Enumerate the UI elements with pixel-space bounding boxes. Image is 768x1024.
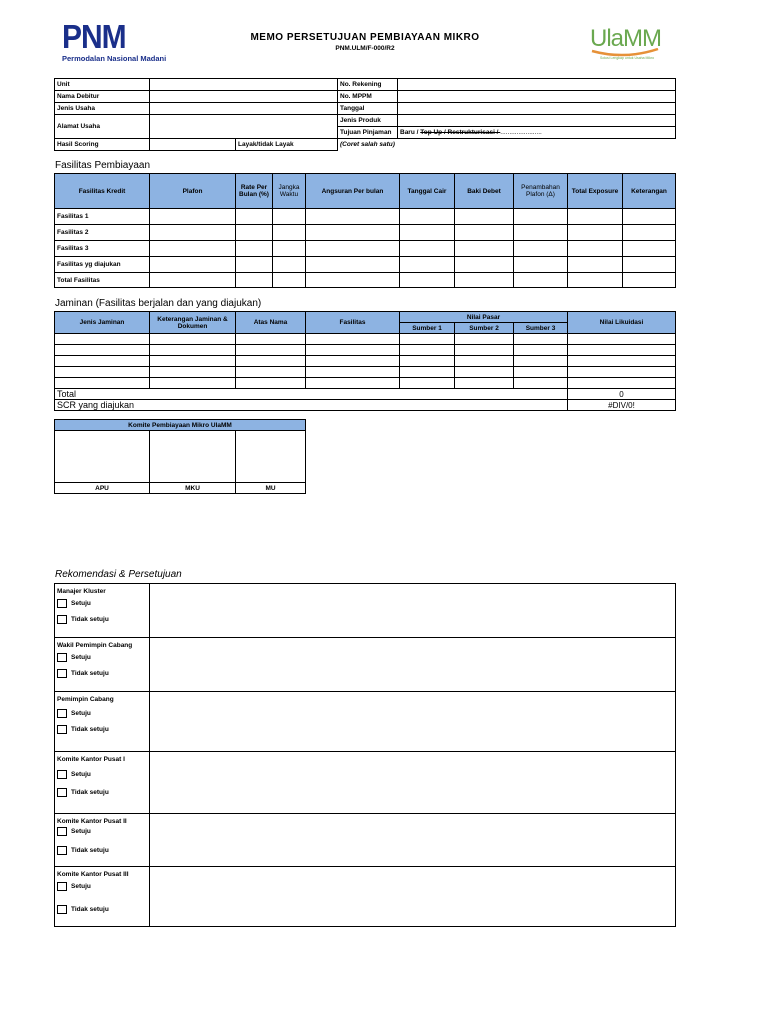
cell[interactable]: [150, 367, 236, 378]
checkbox-icon[interactable]: [57, 827, 67, 836]
cell[interactable]: [514, 367, 568, 378]
signature-box-mku[interactable]: [150, 431, 236, 483]
row-label: Total Fasilitas: [55, 273, 150, 288]
form-code: PNM.ULM/F-000/R2: [335, 45, 395, 52]
label-layak: Layak/tidak Layak: [236, 139, 338, 151]
cell[interactable]: [306, 334, 400, 345]
cell[interactable]: [400, 241, 455, 257]
cell[interactable]: [568, 378, 676, 389]
cell[interactable]: [455, 209, 514, 225]
cell[interactable]: [236, 367, 306, 378]
komite-table: [54, 419, 306, 494]
cell[interactable]: [400, 378, 455, 389]
approver-label: Komite Kantor Pusat I: [57, 756, 125, 763]
scr-label: SCR yang diajukan: [55, 400, 568, 411]
checkbox-icon[interactable]: [57, 669, 67, 678]
cell[interactable]: [623, 241, 676, 257]
option-tidak-setuju[interactable]: [57, 846, 147, 855]
approver-label: Komite Kantor Pusat II: [57, 818, 127, 825]
cell[interactable]: [623, 209, 676, 225]
pnm-logo-text: PNM: [62, 19, 126, 56]
approver-label: Manajer Kluster: [57, 588, 106, 595]
table-row: [55, 241, 676, 257]
option-setuju[interactable]: [57, 827, 147, 836]
approval-row: [55, 692, 676, 752]
rekomendasi-table: [54, 583, 676, 927]
tujuan-struck-options: Top Up / Restrukturisasi /: [420, 129, 501, 136]
cell[interactable]: [236, 334, 306, 345]
table-row: [55, 378, 676, 389]
cell[interactable]: [514, 241, 568, 257]
signer-mku: MKU: [150, 483, 236, 494]
info-table: [54, 78, 676, 151]
signer-apu: APU: [55, 483, 150, 494]
checkbox-icon[interactable]: [57, 653, 67, 662]
cell[interactable]: [150, 356, 236, 367]
cell[interactable]: [400, 225, 455, 241]
col-sumber-1: Sumber 1: [400, 323, 455, 334]
signature-box-apu[interactable]: [55, 431, 150, 483]
cell[interactable]: [568, 334, 676, 345]
cell[interactable]: [514, 209, 568, 225]
jaminan-table: [54, 311, 676, 411]
approver-cell: [55, 752, 150, 814]
field-hasil-scoring[interactable]: [150, 139, 236, 151]
field-nama-debitur[interactable]: [150, 91, 338, 103]
cell[interactable]: [455, 345, 514, 356]
approver-cell: [55, 814, 150, 867]
col-baki-debet: Baki Debet: [455, 174, 514, 209]
row-label: Fasilitas yg diajukan: [55, 257, 150, 273]
approver-cell: [55, 584, 150, 638]
option-setuju-label: Setuju: [71, 710, 91, 718]
col-sumber-3: Sumber 3: [514, 323, 568, 334]
cell[interactable]: [236, 356, 306, 367]
col-keterangan: Keterangan: [623, 174, 676, 209]
cell[interactable]: [455, 378, 514, 389]
option-setuju-label: Setuju: [71, 771, 91, 779]
comment-field[interactable]: [150, 867, 676, 927]
option-tidak-setuju[interactable]: [57, 788, 147, 797]
cell[interactable]: [400, 334, 455, 345]
checkbox-icon[interactable]: [57, 770, 67, 779]
cell[interactable]: [150, 209, 236, 225]
cell[interactable]: [273, 225, 306, 241]
cell[interactable]: [273, 209, 306, 225]
signer-mu: MU: [236, 483, 306, 494]
comment-field[interactable]: [150, 584, 676, 638]
cell[interactable]: [306, 225, 400, 241]
cell[interactable]: [306, 257, 400, 273]
field-tanggal[interactable]: [398, 103, 676, 115]
cell[interactable]: [568, 367, 676, 378]
cell[interactable]: [514, 356, 568, 367]
label-no-rekening: No. Rekening: [338, 79, 398, 91]
option-setuju[interactable]: [57, 882, 147, 891]
cell[interactable]: [236, 241, 273, 257]
cell: [623, 273, 676, 288]
comment-field[interactable]: [150, 692, 676, 752]
cell[interactable]: [400, 345, 455, 356]
cell[interactable]: [55, 345, 150, 356]
cell[interactable]: [150, 225, 236, 241]
option-setuju[interactable]: [57, 599, 147, 608]
approval-row: [55, 867, 676, 927]
approver-cell: [55, 867, 150, 927]
cell[interactable]: [306, 209, 400, 225]
checkbox-icon[interactable]: [57, 615, 67, 624]
option-setuju-label: Setuju: [71, 600, 91, 608]
cell[interactable]: [568, 345, 676, 356]
option-tidak-setuju-label: Tidak setuju: [71, 726, 109, 734]
cell: [514, 273, 568, 288]
cell[interactable]: [455, 334, 514, 345]
page-title: MEMO PERSETUJUAN PEMBIAYAAN MIKRO: [250, 32, 480, 43]
pnm-logo: [62, 19, 167, 63]
cell[interactable]: [455, 225, 514, 241]
col-tanggal-cair: Tanggal Cair: [400, 174, 455, 209]
label-hasil-scoring: Hasil Scoring: [55, 139, 150, 151]
cell[interactable]: [55, 378, 150, 389]
cell[interactable]: [306, 367, 400, 378]
cell[interactable]: [150, 345, 236, 356]
ulamm-swoosh-icon: [590, 48, 660, 58]
approval-row: [55, 814, 676, 867]
cell[interactable]: [236, 378, 306, 389]
option-tidak-setuju-label: Tidak setuju: [71, 616, 109, 624]
cell[interactable]: [514, 334, 568, 345]
option-setuju[interactable]: [57, 770, 147, 779]
scr-value: #DIV/0!: [568, 400, 676, 411]
checkbox-icon[interactable]: [57, 599, 67, 608]
option-tidak-setuju-label: Tidak setuju: [71, 906, 109, 914]
label-tanggal: Tanggal: [338, 103, 398, 115]
row-label: Fasilitas 2: [55, 225, 150, 241]
comment-field[interactable]: [150, 814, 676, 867]
cell[interactable]: [514, 345, 568, 356]
checkbox-icon[interactable]: [57, 882, 67, 891]
field-tujuan-pinjaman[interactable]: [398, 127, 676, 139]
option-tidak-setuju[interactable]: [57, 615, 147, 624]
cell: [568, 273, 623, 288]
col-penambahan-plafon: Penambahan Plafon (Δ): [514, 174, 568, 209]
cell[interactable]: [568, 257, 623, 273]
approver-label: Pemimpin Cabang: [57, 696, 114, 703]
table-row: [55, 225, 676, 241]
cell[interactable]: [400, 209, 455, 225]
row-label: Fasilitas 1: [55, 209, 150, 225]
cell[interactable]: [236, 257, 273, 273]
col-jangka-waktu: Jangka Waktu: [273, 174, 306, 209]
cell[interactable]: [150, 257, 236, 273]
cell[interactable]: [55, 356, 150, 367]
label-jenis-produk: Jenis Produk: [338, 115, 398, 127]
total-row: [55, 389, 676, 400]
ulamm-logo-subtext: Solusi Lengkap untuk Usaha Mikro: [600, 56, 655, 60]
option-tidak-setuju[interactable]: [57, 669, 147, 678]
approval-row: [55, 584, 676, 638]
cell: [306, 273, 400, 288]
table-row: [55, 209, 676, 225]
cell[interactable]: [568, 241, 623, 257]
col-atas-nama: Atas Nama: [236, 312, 306, 334]
cell[interactable]: [236, 345, 306, 356]
table-row: [55, 367, 676, 378]
cell[interactable]: [400, 367, 455, 378]
cell[interactable]: [568, 209, 623, 225]
ulamm-logo-text: UlaMM: [590, 25, 661, 52]
cell[interactable]: [568, 356, 676, 367]
approval-row: [55, 752, 676, 814]
cell: [455, 273, 514, 288]
cell[interactable]: [273, 241, 306, 257]
col-angsuran: Angsuran Per bulan: [306, 174, 400, 209]
col-fasilitas-kredit: Fasilitas Kredit: [55, 174, 150, 209]
approver-cell: [55, 638, 150, 692]
total-label: Total: [55, 389, 568, 400]
checkbox-icon[interactable]: [57, 788, 67, 797]
cell[interactable]: [623, 257, 676, 273]
cell[interactable]: [455, 257, 514, 273]
label-no-mppm: No. MPPM: [338, 91, 398, 103]
checkbox-icon[interactable]: [57, 846, 67, 855]
section-fasilitas-title: Fasilitas Pembiayaan: [55, 160, 151, 171]
col-plafon: Plafon: [150, 174, 236, 209]
option-setuju-label: Setuju: [71, 883, 91, 891]
scr-row: [55, 400, 676, 411]
pnm-logo-subtext: Permodalan Nasional Madani: [62, 54, 167, 63]
table-row: [55, 334, 676, 345]
approver-label: Komite Kantor Pusat III: [57, 871, 129, 878]
col-nilai-likuidasi: Nilai Likuidasi: [568, 312, 676, 334]
option-tidak-setuju[interactable]: [57, 725, 147, 734]
option-tidak-setuju-label: Tidak setuju: [71, 670, 109, 678]
cell[interactable]: [150, 378, 236, 389]
signature-box-mu[interactable]: [236, 431, 306, 483]
cell[interactable]: [306, 356, 400, 367]
field-no-rekening[interactable]: [398, 79, 676, 91]
cell[interactable]: [514, 257, 568, 273]
col-jenis-jaminan: Jenis Jaminan: [55, 312, 150, 334]
tujuan-blank: .......................: [500, 129, 542, 136]
cell[interactable]: [400, 257, 455, 273]
option-setuju-label: Setuju: [71, 654, 91, 662]
cell[interactable]: [306, 378, 400, 389]
section-jaminan-title: Jaminan (Fasilitas berjalan dan yang diajukan): [55, 298, 262, 309]
table-row: [55, 345, 676, 356]
cell[interactable]: [306, 241, 400, 257]
note-coret: (Coret salah satu): [340, 141, 395, 149]
table-row: [55, 356, 676, 367]
cell[interactable]: [400, 356, 455, 367]
label-alamat-usaha: Alamat Usaha: [55, 115, 150, 139]
komite-title: Komite Pembiayaan Mikro UlaMM: [55, 420, 306, 431]
cell[interactable]: [623, 225, 676, 241]
col-nilai-pasar: Nilai Pasar: [400, 312, 568, 323]
col-total-exposure: Total Exposure: [568, 174, 623, 209]
field-jenis-produk[interactable]: [398, 115, 676, 127]
cell[interactable]: [455, 356, 514, 367]
field-no-mppm[interactable]: [398, 91, 676, 103]
option-tidak-setuju[interactable]: [57, 905, 147, 914]
table-row: [55, 257, 676, 273]
option-setuju-label: Setuju: [71, 828, 91, 836]
total-value: 0: [568, 389, 676, 400]
cell[interactable]: [514, 225, 568, 241]
tujuan-baru: Baru /: [400, 129, 421, 136]
cell[interactable]: [306, 345, 400, 356]
cell[interactable]: [236, 209, 273, 225]
cell[interactable]: [236, 225, 273, 241]
checkbox-icon[interactable]: [57, 905, 67, 914]
cell: [236, 273, 273, 288]
col-keterangan-jaminan: Keterangan Jaminan & Dokumen: [150, 312, 236, 334]
table-row: [55, 273, 676, 288]
col-sumber-2: Sumber 2: [455, 323, 514, 334]
col-fasilitas: Fasilitas: [306, 312, 400, 334]
cell[interactable]: [455, 241, 514, 257]
approver-cell: [55, 692, 150, 752]
cell[interactable]: [273, 257, 306, 273]
comment-field[interactable]: [150, 638, 676, 692]
cell: [400, 273, 455, 288]
cell[interactable]: [568, 225, 623, 241]
field-jenis-usaha[interactable]: [150, 103, 338, 115]
label-nama-debitur: Nama Debitur: [55, 91, 150, 103]
label-unit: Unit: [55, 79, 150, 91]
option-tidak-setuju-label: Tidak setuju: [71, 847, 109, 855]
section-rekomendasi-title: Rekomendasi & Persetujuan: [55, 569, 182, 580]
cell: [150, 273, 236, 288]
cell: [273, 273, 306, 288]
field-alamat-usaha[interactable]: [150, 115, 338, 139]
field-unit[interactable]: [150, 79, 338, 91]
option-setuju[interactable]: [57, 653, 147, 662]
col-rate: Rate Per Bulan (%): [236, 174, 273, 209]
cell[interactable]: [514, 378, 568, 389]
ulamm-logo: [590, 26, 670, 60]
cell[interactable]: [150, 334, 236, 345]
row-label: Fasilitas 3: [55, 241, 150, 257]
cell[interactable]: [455, 367, 514, 378]
label-tujuan-pinjaman: Tujuan Pinjaman: [338, 127, 398, 139]
fasilitas-table: [54, 173, 676, 288]
approval-row: [55, 638, 676, 692]
comment-field[interactable]: [150, 752, 676, 814]
label-jenis-usaha: Jenis Usaha: [55, 103, 150, 115]
cell[interactable]: [150, 241, 236, 257]
approver-label: Wakil Pemimpin Cabang: [57, 642, 133, 649]
checkbox-icon[interactable]: [57, 725, 67, 734]
option-tidak-setuju-label: Tidak setuju: [71, 789, 109, 797]
cell[interactable]: [55, 367, 150, 378]
checkbox-icon[interactable]: [57, 709, 67, 718]
option-setuju[interactable]: [57, 709, 147, 718]
cell[interactable]: [55, 334, 150, 345]
